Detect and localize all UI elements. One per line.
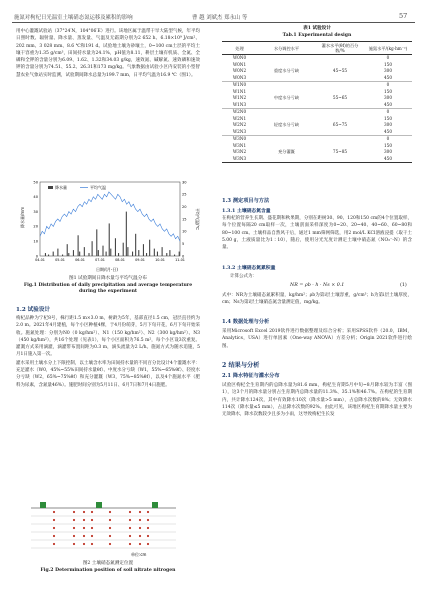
sampling-point [53, 519, 55, 521]
table-cell [257, 136, 316, 143]
table-cell: 450 [384, 128, 392, 134]
precip-bar [109, 223, 110, 256]
table-cell: 0 [364, 82, 412, 89]
sampling-point [109, 535, 111, 537]
x-axis-label: 日期/(月-日) [96, 267, 118, 272]
unit-note: 单位:cm [131, 552, 147, 557]
table-cell: 充分灌溉 [278, 149, 295, 155]
y-tick-right: 5 [182, 241, 185, 246]
precip-bar [92, 241, 93, 256]
x-tick-label: 10-01 [155, 258, 165, 262]
table-cell [257, 129, 316, 136]
table-cell [316, 156, 364, 163]
table-cell: W1N3 [232, 101, 247, 107]
precip-bar [118, 253, 119, 256]
sampling-point [109, 543, 111, 545]
table-cell: 450 [364, 156, 412, 163]
table-cell: 45~55 [332, 68, 348, 74]
sampling-point [147, 535, 149, 537]
x-tick-label: 05-01 [55, 258, 65, 262]
table-row [222, 129, 412, 136]
sampling-point [73, 543, 75, 545]
table-cell: 轻度水分亏缺 [273, 122, 300, 128]
table-row [222, 136, 412, 143]
y-axis-right-label: 平均气温/℃ [195, 208, 200, 230]
legend-rain-label: 降水量 [55, 185, 67, 190]
y-tick-left: 50 [33, 180, 38, 185]
accumulation-equation: NR = ρb · h · Ns × 0.1 [290, 283, 345, 288]
y-tick-left: 0 [35, 254, 38, 259]
page-number: 57 [399, 12, 408, 20]
table-header-row [222, 42, 412, 55]
precip-bar [135, 234, 136, 256]
sampling-point [147, 519, 149, 521]
table-cell: 450 [384, 74, 392, 80]
table-cell [316, 102, 364, 109]
sampling-point [73, 535, 75, 537]
x-tick-label: 09-01 [135, 258, 145, 262]
sampling-point [147, 543, 149, 545]
figure-2-caption-cn: 图2 土壤硝态氮测定位置 [82, 561, 134, 566]
table-cell: 450 [384, 101, 392, 107]
table-cell [257, 156, 316, 163]
sampling-point [109, 519, 111, 521]
table-cell: W1N2 [232, 95, 247, 101]
sampling-point [83, 543, 85, 545]
precip-bar [157, 252, 158, 256]
y-tick-right: 20 [182, 204, 187, 209]
sampling-point [139, 543, 141, 545]
running-title: 施氮对枸杞日光温室土壤硝态氮运移及累积的影响 [14, 15, 133, 21]
table-cell: W0N1 [232, 61, 247, 67]
precip-bar [88, 253, 89, 256]
table-cell: W3N1 [232, 142, 247, 148]
tree-icon [96, 502, 102, 508]
table-cell: 150 [384, 61, 392, 67]
precip-bar [79, 252, 80, 256]
precip-bar [78, 235, 79, 256]
precip-bar [45, 253, 46, 256]
precip-bar [154, 249, 155, 256]
x-tick-label: 06-01 [75, 258, 85, 262]
precip-bar [62, 255, 63, 256]
table-cell: W2N3 [232, 128, 247, 134]
data-analysis-paragraph: 采用Microsoft Excel 2019软件进行数据整理及综合分析；采用SPSS软件（20.0，IBM，Analytics，USA）进行单因素（One-way ANOVA）方差分析；Origin 2021软件进行绘图。 [222, 329, 412, 349]
precip-bar [138, 250, 139, 256]
y-tick-right: 25 [182, 192, 187, 197]
table-row [222, 156, 412, 163]
table-cell: W3N2 [232, 149, 247, 155]
precip-bar [166, 253, 167, 256]
precip-bar [53, 252, 54, 256]
table-cell: 300 [384, 95, 392, 101]
running-authors: 曹 越 刘斌杰 郑永山 等 [192, 15, 248, 21]
precip-bar [162, 247, 163, 256]
precip-bar [48, 255, 49, 256]
y-tick-right: 10 [182, 229, 187, 234]
sampling-point [139, 519, 141, 521]
table-cell: 0 [386, 55, 390, 61]
precip-bar [98, 250, 99, 256]
table-cell: W1N0 [222, 82, 257, 89]
sampling-point [139, 535, 141, 537]
sampling-point [91, 511, 93, 513]
data-analysis-text [222, 328, 412, 350]
sampling-point [129, 527, 131, 529]
formula-intro: 计算公式为： [230, 274, 257, 279]
precip-bar [123, 243, 124, 256]
sampling-point [91, 519, 93, 521]
section-1-3-2-title: 1.3.2 土壤硝态氮累积量 [222, 265, 276, 271]
table-cell: W2N2 [232, 122, 247, 128]
table-cell: 150 [384, 142, 392, 148]
sampling-point [147, 527, 149, 529]
table-cell: 65~75 [332, 122, 348, 128]
figure-2 [26, 498, 186, 558]
table-cell: 中度水分亏缺 [273, 95, 300, 101]
figure-2-caption-en: Fig.2 Determination position of soil nitrate nitrogen [40, 568, 176, 573]
section-2-title: 2 结果与分析 [222, 362, 260, 369]
table-cell: 0 [364, 136, 412, 143]
figure-1-caption-cn: 图1 试验期间日降水量与平均气温分布 [69, 276, 147, 281]
sampling-point [73, 527, 75, 529]
table-cell [316, 136, 364, 143]
precip-bar [127, 247, 128, 256]
sampling-point [91, 543, 93, 545]
x-tick-label: 11-01 [175, 258, 185, 262]
table-cell: W1N1 [232, 88, 247, 94]
table-cell [257, 55, 316, 62]
sampling-point [109, 511, 111, 513]
x-tick-label: 08-01 [115, 258, 125, 262]
table-cell [257, 109, 316, 116]
sampling-point [139, 527, 141, 529]
table-row [222, 75, 412, 82]
precip-temp-chart [18, 178, 200, 274]
table-cell: W3N3 [222, 156, 257, 163]
sampling-point [129, 519, 131, 521]
y-axis-left-label: 降水量/mm [20, 206, 25, 228]
table-cell: W3N0 [222, 136, 257, 143]
precip-bar [68, 253, 69, 256]
equation-number: (1) [400, 283, 407, 288]
design-paragraph-1: 枸杞品种为宁杞8号，株行距1.5 m×3.0 m，树龄为5年，基部直径1.5 cm，冠层直径约为2.0 m。2021年4月建植，每个小区种植4棵，于4月份萌芽，5月下旬开花，6月下旬开始采收。施氮处理：分别为N0（0 kg/hm²）、N1（150 kg/hm²）、N2（300 kg/hm²）、N3（450 kg/hm²），共16个处理（见表1），每个小区面积为76.5 m²，每个小区设3次重复。灌溉方式采用滴灌，滴灌带布置间距为0.3 m，滴头流量为2 L/h。施氮方式为随水追施，5月1日施入第一次。 [16, 316, 200, 358]
section-1-3-1-title: 1.3.1 土壤硝态氮含量 [222, 208, 271, 214]
table-row [222, 55, 412, 62]
sampling-point [129, 511, 131, 513]
sampling-point [91, 535, 93, 537]
table-cell: 300 [384, 122, 392, 128]
equation-explanation-paragraph: 式中：NR为土壤硝态氮累积量，kg/hm²；ρb为第i层土壤容重，g/cm³；h为第i层土壤厚度，cm；Ns为第i层土壤硝态氮含量测定值，mg/kg。 [222, 293, 412, 306]
precip-bar [102, 246, 103, 256]
table-cell: 重度水分亏缺 [273, 68, 300, 74]
precip-bar [115, 238, 116, 256]
table-cell: 0 [364, 109, 412, 116]
table-cell: 150 [384, 88, 392, 94]
legend-rain-swatch [48, 186, 53, 189]
precip-bar [96, 229, 97, 256]
sampling-position-diagram [26, 498, 186, 558]
sampling-point [53, 535, 55, 537]
precip-results-paragraph: 试验区枸杞全生育期内的总降水量为81.6 mm，枸杞生育期5月中旬~8月降水较为丰富（图1），这3个月的降水量分别占生育期内总降水量的11.3%、35.1%和46.7%。在枸杞的生育期内，共计降水124次，其中有效降水10次（降水量>5 mm），占总降水次数的8%；无效降水114次（降水量≤5 mm），占总降水次数的92%。由此可见，该地区枸杞生育期降水量主要为无效降水，降水次数较少且多为小雨，这导致枸杞生长发 [222, 383, 412, 418]
table-1-caption-cn: 表1 试验设计 [303, 26, 331, 31]
precip-bar [84, 247, 85, 256]
precip-bar [169, 250, 170, 256]
table-row [222, 109, 412, 116]
sampling-point [91, 527, 93, 529]
precip-bar [67, 244, 68, 256]
table-cell: W2N1 [232, 115, 247, 121]
equation-explanation [222, 292, 412, 307]
sampling-point [53, 511, 55, 513]
precip-bar [143, 244, 144, 256]
table-cell [316, 82, 364, 89]
table-cell: W2N0 [222, 109, 257, 116]
precip-bar [57, 249, 58, 256]
header-rule [12, 22, 415, 23]
figure-1 [18, 178, 200, 274]
table-cell [257, 102, 316, 109]
table-header-cell: 施氮水平/(kg·hm⁻²) [364, 42, 412, 55]
y-tick-left: 10 [33, 239, 38, 244]
sampling-point [129, 535, 131, 537]
table-header-cell: 水分调控水平 [257, 42, 316, 55]
table-cell [257, 75, 316, 82]
precip-results-text [222, 382, 412, 418]
section-1-4-title: 1.4 数据处理与分析 [222, 319, 270, 325]
table-cell: 150 [384, 115, 392, 121]
section-2-1-title: 2.1 降水特征与灌水分布 [222, 373, 280, 379]
tree-icon [152, 502, 158, 508]
precip-bar [110, 249, 111, 256]
x-tick-label: 04-01 [35, 258, 45, 262]
precip-bar [149, 240, 150, 256]
sampling-point [83, 519, 85, 521]
y-tick-left: 40 [33, 195, 38, 200]
precip-bar [146, 253, 147, 256]
experiment-design-table [222, 41, 412, 163]
design-text [16, 315, 200, 389]
precip-bar [179, 252, 180, 256]
sampling-point [129, 543, 131, 545]
precip-bar [73, 250, 74, 256]
section-1-3-title: 1.3 测定项目与方法 [222, 198, 270, 204]
table-cell [316, 75, 364, 82]
tree-icon [40, 502, 46, 508]
precip-bar [174, 255, 175, 256]
legend-temp-label: 平均气温 [90, 185, 106, 190]
sampling-point [53, 543, 55, 545]
temperature-series-line [40, 192, 180, 241]
x-tick-label: 07-01 [95, 258, 105, 262]
table-header-cell: 灌水水平(θf)的百分数/% [316, 42, 364, 55]
precip-bar [132, 252, 133, 256]
left-column [16, 28, 200, 79]
table-row [222, 102, 412, 109]
sampling-point [73, 511, 75, 513]
sampling-point [83, 527, 85, 529]
sampling-point [109, 527, 111, 529]
sampling-point [73, 519, 75, 521]
y-tick-right: 30 [182, 180, 187, 185]
precip-bar [126, 212, 127, 256]
y-tick-right: 15 [182, 217, 187, 222]
y-tick-left: 20 [33, 224, 38, 229]
sampling-point [147, 511, 149, 513]
table-cell: W0N0 [232, 55, 247, 61]
sampling-point [139, 511, 141, 513]
table-cell [316, 129, 364, 136]
section-1-2-title: 1.2 试验设计 [16, 307, 51, 313]
table-cell: 55~65 [332, 95, 348, 101]
sampling-point [53, 527, 55, 529]
table-cell [316, 55, 364, 62]
table-cell: 300 [384, 149, 392, 155]
sampling-point [83, 535, 85, 537]
table-1-caption-en: Tab.1 Experimental design [282, 33, 352, 38]
design-paragraph-2: 灌水采用土壤水分上下限控制，以土壤含水率为田间持水量的不同百分比设计4个灌溉水平：充足灌水（W0，45%~55%田间持水量θf）、中度水分亏缺（W1，55%~65%θf）、轻度水分亏缺（W2，65%~75%θf）和充分灌溉（W3，75%~85%θf），以及4个施氮水平（肥料为尿素，含氮量46%）。施肥时间分别为5月11日、6月7日和7月4日施肥。 [16, 360, 200, 388]
y-tick-right: 0 [182, 254, 185, 259]
sampling-point [83, 511, 85, 513]
nitrate-method-text [222, 215, 412, 251]
table-cell: 300 [384, 68, 392, 74]
nitrate-method-paragraph: 在枸杞的营养生长期、盛花期和秋果期，分别在距树30、90、120和150 cm的4个位置取样，每个位置每隔20 cm取样一次，土壤剖面采样深度为0~20、20~40、40~60、60~80和80~100 cm。土壤样品自然风干后，通过1 mm筛网筛选，用2 mol/L KCl溶液浸提（取干土5.00 g，土液质量比为1∶10），随后，使用分光光度计测定土壤中硝态氮（NO₃⁻-N）的含量。 [222, 216, 412, 251]
table-cell: W0N3 [232, 74, 247, 80]
site-description-paragraph: 用中心灌溉试验站（37°24′N，104°06′E）进行。该地区属于温带干旱大陆型气候，年平均日照时数、辐射量、降水量、蒸发量、气温及无霜期分别为2 652 h、6.18×10⁹ J/cm²、202 mm、3 028 mm、8.6 ℃和191 d。试验地土壤为砂壤土，0~100 cm土层的平均土壤干容重为1.35 g/cm³，田间持水量为24.1%，pH值为8.11，耕层土壤有机质、全氮、全磷和全钾的含量分别为6.09、1.62、1.32和34.03 g/kg，速效氮、碱解氮、速效磷和速效钾的含量分别为74.51、55.2、26.31和173 mg/kg。气象数据由试验小区内安装的小型智慧农业气象站实时监测，试验期间降水总量为199.7 mm，日平均气温为16.9 ℃（图1）。 [16, 29, 200, 78]
precip-bar [106, 252, 107, 256]
figure-1-caption-en: Fig.1 Distribution of daily precipitation and average temperature during the experiment [23, 283, 193, 295]
table-cell: 75~85 [332, 149, 348, 155]
table-cell: W0N2 [232, 68, 247, 74]
table-cell [316, 109, 364, 116]
y-tick-left: 30 [33, 209, 38, 214]
table-1 [222, 41, 412, 163]
table-cell [257, 82, 316, 89]
table-header-cell: 处理 [222, 42, 257, 55]
table-row [222, 82, 412, 89]
